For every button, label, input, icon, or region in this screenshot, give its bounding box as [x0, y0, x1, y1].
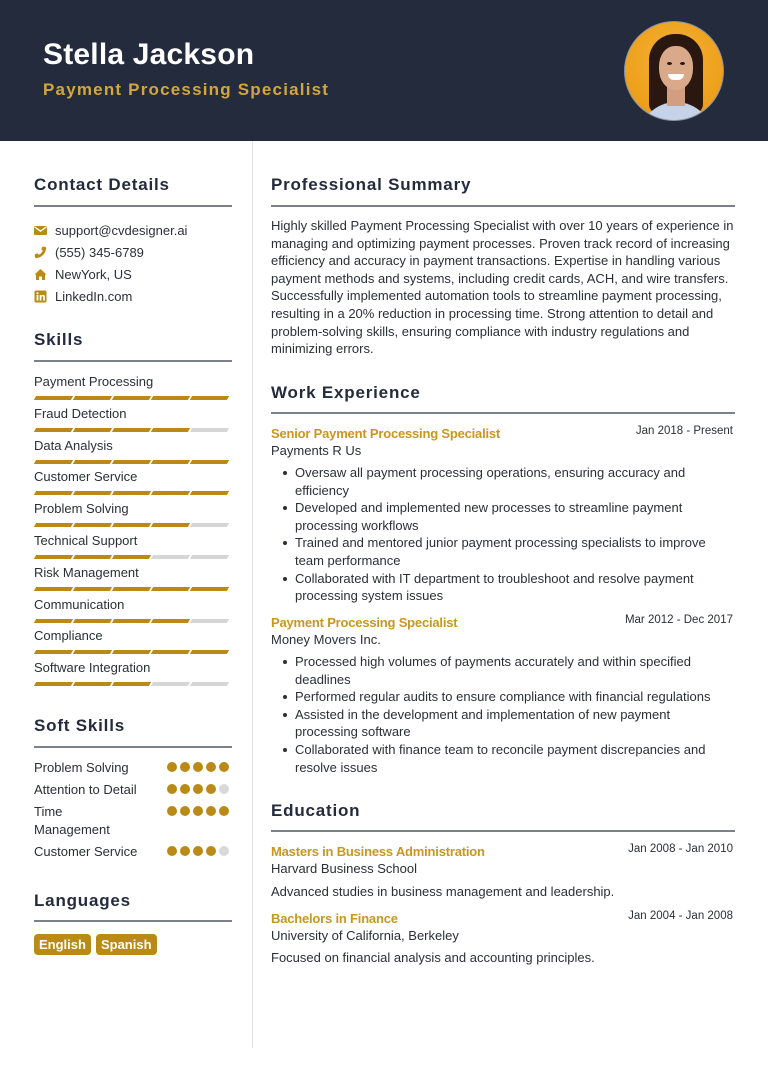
rating-dot	[206, 762, 216, 772]
photo-face	[659, 46, 693, 90]
skill-label: Technical Support	[34, 533, 138, 548]
skill-level-segment	[112, 460, 151, 464]
job-bullets	[279, 464, 719, 605]
rating-dot	[193, 806, 203, 816]
skill-label: Software Integration	[34, 660, 151, 676]
skill-label: Fraud Detection	[34, 405, 127, 421]
rating-dot	[193, 846, 203, 856]
skill-level-segment	[73, 619, 112, 623]
degree-dates: Jan 2008 - Jan 2010	[628, 843, 733, 855]
skill-level-segment	[34, 555, 73, 559]
skill-level-segment	[151, 555, 190, 559]
skill-level-segment	[112, 396, 151, 400]
skill-level-segment	[151, 396, 190, 400]
skill-level-segment	[190, 428, 229, 432]
skill-item	[34, 628, 232, 654]
language-tag-english: English	[34, 934, 91, 955]
skill-level-segment	[34, 619, 73, 623]
skill-level-segment	[190, 460, 229, 464]
soft-skill-label: Attention to Detail	[34, 782, 137, 797]
rating-dot	[180, 762, 190, 772]
rating-dot	[219, 762, 229, 772]
degree-title: Bachelors in Finance	[271, 911, 398, 926]
skill-level-segment	[34, 587, 73, 591]
skill-level-segment	[73, 523, 112, 527]
skill-level-segment	[34, 491, 73, 495]
summary-text: Highly skilled Payment Processing Specialist with over 10 years of experience in managing and optimizing payment processes. Proven track record of increasing efficiency and accuracy in payment transactions. Expertise in handling various payment methods and systems, including credit cards, ACH, and wire transfers. Successfully implemented automation tools to streamline payment processing, resulting in a 20% reduction in processing time. Strong attention to detail and problem-solving skills, ensuring compliance with industry regulations and minimizing errors.	[271, 218, 734, 357]
contact-linkedin-text: LinkedIn.com	[55, 288, 133, 304]
skill-level-bar	[34, 396, 232, 400]
job-bullet: Collaborated with IT department to troubleshoot and resolve payment processing system issues	[279, 570, 719, 605]
profile-photo	[624, 21, 724, 121]
contact-location-text: NewYork, US	[55, 266, 132, 282]
skill-item	[34, 565, 232, 591]
job-bullet: Collaborated with finance team to reconcile payment discrepancies and resolve issues	[279, 741, 719, 776]
skill-label: Customer Service	[34, 469, 138, 485]
skill-level-segment	[112, 491, 151, 495]
summary-rule	[271, 205, 735, 207]
summary-title: Professional Summary	[271, 175, 472, 194]
soft-skill-rating	[167, 784, 229, 794]
skill-level-segment	[112, 650, 151, 654]
resume-header	[0, 0, 768, 141]
skill-level-bar	[34, 682, 232, 686]
job-bullet: Oversaw all payment processing operations, ensuring accuracy and efficiency	[279, 464, 719, 499]
job-bullets	[279, 653, 719, 776]
skill-item	[34, 438, 232, 464]
contact-phone[interactable]	[34, 244, 144, 260]
skill-level-segment	[112, 682, 151, 686]
column-divider	[252, 141, 253, 1048]
skill-level-bar	[34, 523, 232, 527]
skill-item	[34, 406, 232, 432]
contact-title: Contact Details	[34, 175, 170, 194]
skill-item	[34, 533, 232, 559]
skill-level-segment	[112, 523, 151, 527]
skill-label: Problem Solving	[34, 501, 129, 517]
skill-level-bar	[34, 460, 232, 464]
skill-level-segment	[73, 396, 112, 400]
skill-level-segment	[151, 587, 190, 591]
skill-item	[34, 469, 232, 495]
job-dates: Jan 2018 - Present	[635, 425, 733, 437]
skill-level-segment	[34, 396, 73, 400]
rating-dot	[219, 806, 229, 816]
soft-skill-label: Customer Service	[34, 844, 138, 859]
education-title: Education	[271, 801, 361, 820]
rating-dot	[167, 846, 177, 856]
contact-linkedin[interactable]	[34, 288, 132, 304]
rating-dot	[206, 784, 216, 794]
skill-level-segment	[34, 523, 73, 527]
skills-rule	[34, 360, 232, 362]
soft-skill-item	[34, 759, 232, 777]
degree-dates: Jan 2004 - Jan 2008	[628, 910, 733, 922]
contact-rule	[34, 205, 232, 207]
rating-dot	[167, 784, 177, 794]
rating-dot	[180, 784, 190, 794]
skill-item	[34, 374, 232, 400]
skill-level-bar	[34, 619, 232, 623]
skill-label: Communication	[34, 596, 125, 612]
skill-level-segment	[151, 428, 190, 432]
skill-level-segment	[190, 523, 229, 527]
languages-rule	[34, 920, 232, 922]
rating-dot	[206, 806, 216, 816]
job-dates: Mar 2012 - Dec 2017	[624, 614, 733, 626]
soft-skills-rule	[34, 746, 232, 748]
rating-dot	[206, 846, 216, 856]
photo-eye	[680, 62, 685, 65]
soft-skills-title: Soft Skills	[34, 716, 125, 735]
degree-school: University of California, Berkeley	[271, 928, 459, 943]
skill-level-segment	[151, 523, 190, 527]
contact-location	[34, 266, 132, 282]
skill-label: Data Analysis	[34, 437, 113, 453]
skill-level-segment	[112, 619, 151, 623]
degree-description: Focused on financial analysis and accounting principles.	[271, 950, 595, 965]
contact-email-text: support@cvdesigner.ai	[55, 222, 188, 238]
rating-dot	[180, 846, 190, 856]
job-bullet: Performed regular audits to ensure compliance with financial regulations	[279, 688, 719, 706]
skill-level-segment	[34, 428, 73, 432]
soft-skill-rating	[167, 762, 229, 772]
rating-dot	[219, 784, 229, 794]
candidate-role: Payment Processing Specialist	[43, 80, 330, 99]
rating-dot	[193, 762, 203, 772]
skill-level-segment	[73, 650, 112, 654]
skill-level-segment	[151, 650, 190, 654]
soft-skill-rating	[167, 846, 229, 856]
skill-level-segment	[73, 428, 112, 432]
skill-level-bar	[34, 555, 232, 559]
photo-eye	[667, 62, 672, 65]
job-title: Senior Payment Processing Specialist	[271, 426, 501, 441]
education-rule	[271, 830, 735, 832]
soft-skill-label: Problem Solving	[34, 760, 129, 775]
job-company: Money Movers Inc.	[271, 632, 381, 647]
skill-label: Risk Management	[34, 564, 139, 580]
skill-level-segment	[151, 491, 190, 495]
skill-item	[34, 660, 232, 686]
languages-title: Languages	[34, 891, 131, 910]
candidate-name: Stella Jackson	[43, 38, 255, 71]
languages-list	[34, 934, 157, 955]
skill-level-segment	[151, 682, 190, 686]
rating-dot	[167, 762, 177, 772]
soft-skill-rating	[167, 806, 229, 816]
skill-level-segment	[73, 587, 112, 591]
skill-level-segment	[73, 555, 112, 559]
skill-level-segment	[190, 396, 229, 400]
skill-level-bar	[34, 428, 232, 432]
skill-level-segment	[151, 619, 190, 623]
home-icon	[34, 268, 47, 281]
skill-item	[34, 597, 232, 623]
language-tag-spanish: Spanish	[96, 934, 157, 955]
degree-title: Masters in Business Administration	[271, 844, 485, 859]
skill-level-segment	[112, 587, 151, 591]
skill-label: Compliance	[34, 628, 103, 644]
soft-skill-item	[34, 781, 232, 799]
skill-item	[34, 501, 232, 527]
skill-level-segment	[112, 428, 151, 432]
soft-skill-label: Time Management	[34, 804, 110, 837]
skill-level-segment	[151, 460, 190, 464]
job-title: Payment Processing Specialist	[271, 615, 458, 630]
skill-level-bar	[34, 587, 232, 591]
skill-level-segment	[190, 491, 229, 495]
linkedin-icon	[34, 290, 47, 303]
skill-level-segment	[190, 555, 229, 559]
experience-title: Work Experience	[271, 383, 421, 402]
skill-level-segment	[190, 682, 229, 686]
skill-level-segment	[190, 619, 229, 623]
skill-level-segment	[112, 555, 151, 559]
skill-level-segment	[34, 682, 73, 686]
envelope-icon	[34, 224, 47, 237]
skills-title: Skills	[34, 330, 84, 349]
skill-level-segment	[190, 587, 229, 591]
rating-dot	[193, 784, 203, 794]
experience-rule	[271, 412, 735, 414]
soft-skill-item	[34, 843, 232, 861]
rating-dot	[219, 846, 229, 856]
job-company: Payments R Us	[271, 443, 362, 458]
contact-email[interactable]	[34, 222, 187, 238]
degree-description: Advanced studies in business management and leadership.	[271, 884, 615, 899]
job-bullet: Trained and mentored junior payment processing specialists to improve team performance	[279, 534, 719, 569]
skill-level-segment	[34, 650, 73, 654]
skill-level-segment	[34, 460, 73, 464]
job-bullet: Processed high volumes of payments accurately and within specified deadlines	[279, 653, 719, 688]
phone-icon	[34, 246, 47, 259]
job-bullet: Assisted in the development and implementation of new payment processing software	[279, 706, 719, 741]
skill-label: Payment Processing	[34, 374, 154, 389]
skill-level-bar	[34, 491, 232, 495]
skill-level-bar	[34, 650, 232, 654]
skill-level-segment	[73, 460, 112, 464]
skill-level-segment	[73, 491, 112, 495]
soft-skill-item	[34, 803, 232, 839]
job-bullet: Developed and implemented new processes to streamline payment processing workflows	[279, 499, 719, 534]
rating-dot	[167, 806, 177, 816]
contact-phone-text: (555) 345-6789	[55, 244, 144, 260]
skill-level-segment	[190, 650, 229, 654]
rating-dot	[180, 806, 190, 816]
skill-level-segment	[73, 682, 112, 686]
degree-school: Harvard Business School	[271, 861, 417, 876]
